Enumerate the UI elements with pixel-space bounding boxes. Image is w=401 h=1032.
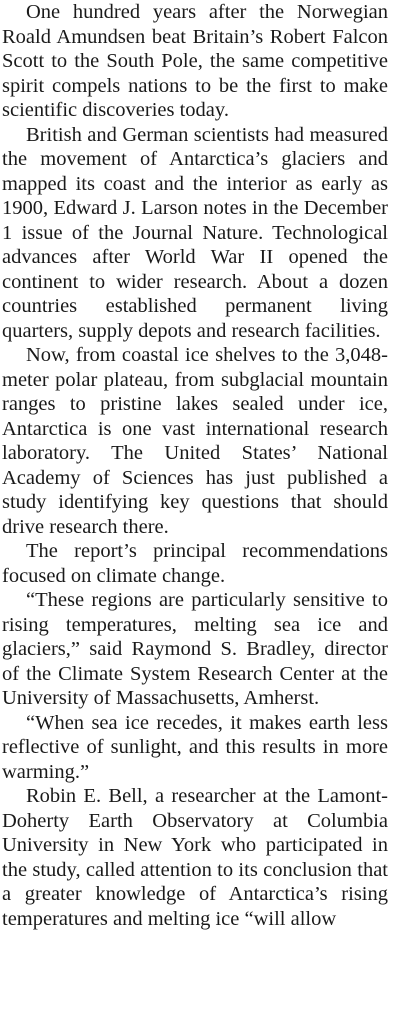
paragraph-3: Now, from coastal ice shelves to the 3,048-meter polar plateau, from subglacial mountain ranges to pristine lakes sealed under ice, Antarctica is one vast international research laboratory. The United States’ National Academy of Sciences has just published a study identifying key questions that should drive research there. — [2, 344, 388, 538]
paragraph-5: “These regions are particularly sensitive to rising temperatures, melting sea ice and glaciers,” said Raymond S. Bradley, director of the Climate System Research Center at the University of Massachusetts, Amherst. — [2, 589, 388, 709]
paragraph-7: Robin E. Bell, a researcher at the Lamont-Doherty Earth Observatory at Columbia University in New York who participated in the study, called attention to its conclusion that a greater knowledge of Antarctica’s rising temperatures and melting ice “will allow — [2, 785, 388, 930]
article-body — [2, 0, 388, 931]
paragraph-2: British and German scientists had measured the movement of Antarctica’s glaciers and mapped its coast and the interior as early as 1900, Edward J. Larson notes in the December 1 issue of the Journal Nature. Technological advances after World War II opened the continent to wider research. About a dozen countries established permanent living quarters, supply depots and research facilities. — [2, 123, 388, 342]
paragraph-6: “When sea ice recedes, it makes earth less reflective of sunlight, and this results in more warming.” — [2, 711, 388, 783]
paragraph-1: One hundred years after the Norwegian Roald Amundsen beat Britain’s Robert Falcon Scott to the South Pole, the same competitive spirit compels nations to be the first to make scientific discoveries today. — [2, 1, 388, 121]
paragraph-4: The report’s principal recommendations focused on climate change. — [2, 540, 388, 587]
article-column — [2, 0, 388, 1032]
